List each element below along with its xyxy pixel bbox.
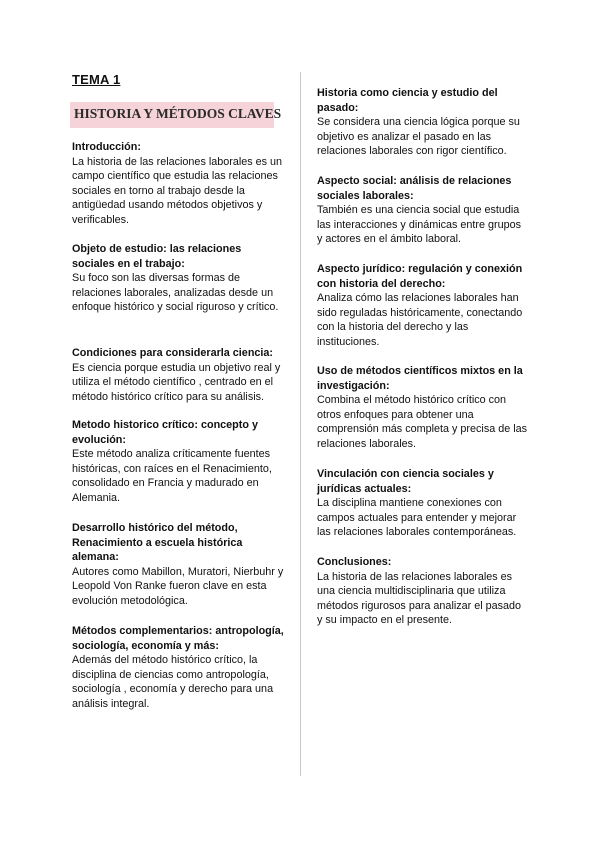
section-body: Además del método histórico crítico, la disciplina de ciencias como antropología, sociología , economía y derecho para una análisis integral.	[72, 654, 274, 710]
section-body: La historia de las relaciones laborales es una ciencia multidisciplinaria que utiliza métodos rigurosos para analizar el pasado y su impacto en el presente.	[317, 570, 522, 627]
section-body: Se considera una ciencia lógica porque su objetivo es analizar el pasado en las relaciones laborales con rigor científico.	[317, 116, 520, 158]
section-metodos-mixtos	[317, 364, 529, 452]
section-body: También es una ciencia social que estudia las interacciones y dinámicas entre grupos y actores en el ámbito laboral.	[317, 204, 522, 246]
section-aspecto-juridico	[317, 262, 529, 350]
section-heading: Conclusiones:	[317, 556, 392, 568]
section-introduccion	[72, 140, 284, 228]
section-heading: Condiciones para considerarla ciencia:	[72, 347, 274, 359]
section-metodo-historico	[72, 418, 284, 506]
section-heading: Desarrollo histórico del método, Renacimiento a escuela histórica alemana:	[72, 522, 243, 564]
section-body: Combina el método histórico crítico con otros enfoques para obtener una comprensión más completa y precisa de las relaciones laborales.	[317, 394, 528, 450]
section-heading: Aspecto jurídico: regulación y conexión con historia del derecho:	[317, 263, 523, 290]
section-condiciones	[72, 346, 284, 404]
section-heading: Historia como ciencia y estudio del pasado:	[317, 87, 498, 114]
section-body: Este método analiza críticamente fuentes históricas, con raíces en el Renacimiento, consolidado en Francia y madurado en Alemania.	[72, 448, 272, 504]
column-divider	[300, 72, 301, 776]
section-heading: Introducción:	[72, 141, 141, 153]
section-body: La disciplina mantiene conexiones con campos actuales para entender y mejorar las relaciones laborales contemporáneas.	[317, 497, 517, 539]
section-objeto-estudio	[72, 242, 284, 315]
section-vinculacion	[317, 467, 529, 540]
section-body: Analiza cómo las relaciones laborales han sido reguladas históricamente, conectando con la historia del derecho y las instituciones.	[317, 292, 523, 348]
page-heading: TEMA 1	[72, 72, 121, 87]
section-aspecto-social	[317, 174, 529, 247]
section-body: Es ciencia porque estudia un objetivo real y utiliza el método científico , centrado en el método histórico crítico para su análisis.	[72, 361, 281, 403]
section-heading: Metodo historico crítico: concepto y evolución:	[72, 419, 258, 446]
section-desarrollo-historico	[72, 521, 284, 609]
section-heading: Uso de métodos científicos mixtos en la investigación:	[317, 365, 523, 392]
page-title: HISTORIA Y MÉTODOS CLAVES	[74, 106, 282, 121]
section-body: Su foco son las diversas formas de relaciones laborales, analizadas desde un enfoque histórico y social riguroso y crítico.	[72, 272, 279, 314]
section-conclusiones	[317, 555, 529, 628]
section-heading: Aspecto social: análisis de relaciones sociales laborales:	[317, 175, 512, 202]
section-heading: Objeto de estudio: las relaciones sociales en el trabajo:	[72, 243, 242, 270]
section-body: Autores como Mabillon, Muratori, Nierbuhr y Leopold Von Ranke fueron clave en esta evolución metodológica.	[72, 565, 284, 607]
section-metodos-complementarios	[72, 624, 284, 712]
section-historia-ciencia	[317, 86, 529, 159]
section-body: La historia de las relaciones laborales es un campo científico que estudia las relaciones sociales en torno al trabajo desde la antigüedad usando métodos objetivos y verificables.	[72, 155, 283, 226]
section-heading: Métodos complementarios: antropología, sociología, economía y más:	[72, 625, 284, 652]
section-heading: Vinculación con ciencia sociales y jurídicas actuales:	[317, 468, 494, 495]
